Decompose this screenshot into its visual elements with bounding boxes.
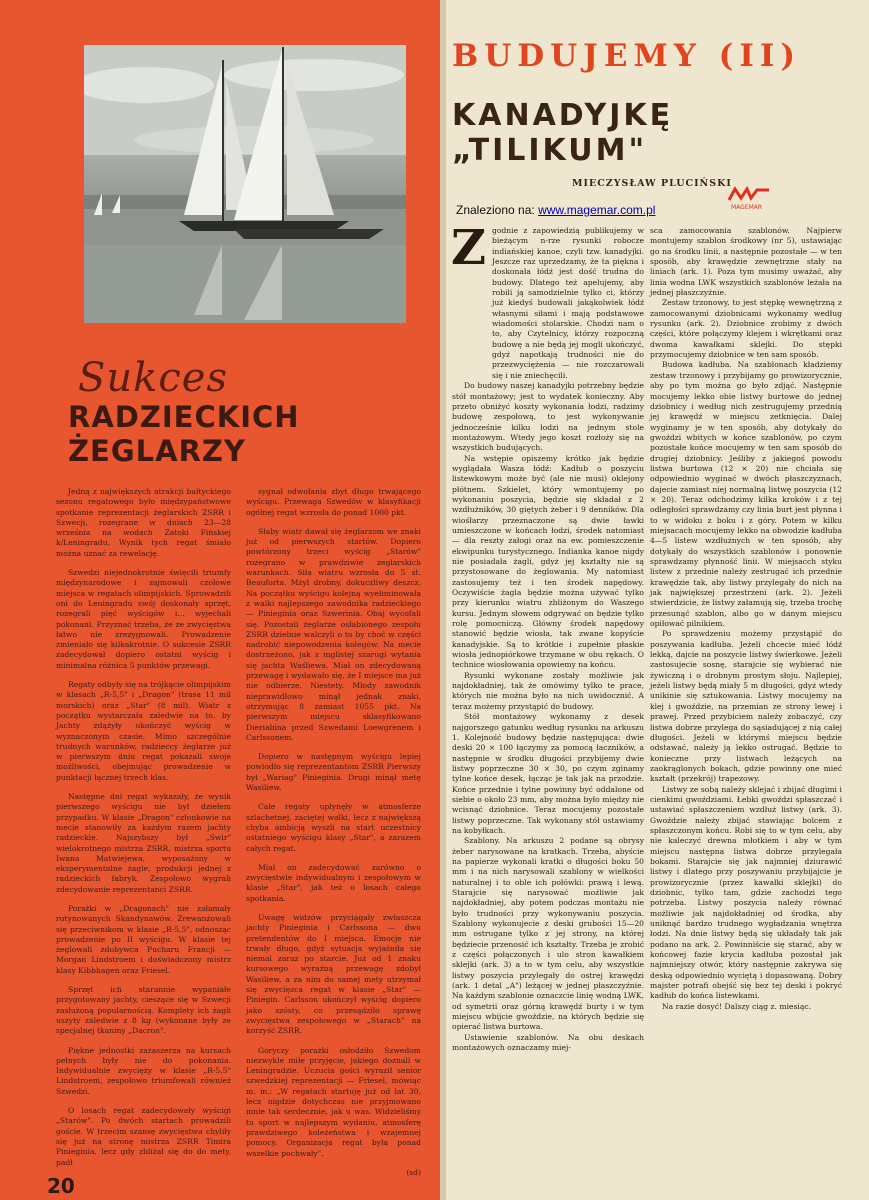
- left-text-column-2: [246, 487, 421, 1187]
- magemar-logo-icon: [727, 186, 771, 210]
- author-byline: MIECZYSŁAW PLUCIŃSKI: [572, 178, 732, 189]
- paragraph: Na wstępie opiszemy krótko jak będzie wyglądała Wasza łódź: Kadłub o poszyciu listewkowym może być (ale nie musi) oklejony płótnem. Szkielet, który wmontujemy po wykonaniu poszycia, będzie się składał z 2 wzdłużników, 30 giętych żeber i 9 denników. Dla wiośłarzy przeznaczone są dwie ławki umieszczone w końcach łodzi, środek natomiast — dla reszty załogi oraz na ew. pomieszczenie ekwipunku turystycznego. Indianka kanoe nigdy nie posiadała żagli, gdyż jej kształty nie są przystosowane do żeglowania. My natomiast zastosujemy też i ten środek napędowy. Oczywiście żagla będzie można używać tylko przy kierunku wiatru zbliżonym do Waszego kursu. Jednym słowem odgrywać on będzie tylko rolę pomocniczą. Główny środek napędowy stanowić będzie wiosła, tak zwane kopyście kanadyjskie. Są to krótkie i zupełnie płaskie wiosła jednopiórkowe trzymane w obu rękach. O technice wiosłowania opowiemy na końcu.: [452, 453, 644, 670]
- signature: (sd): [406, 1167, 421, 1177]
- source-label: Znaleziono na:: [456, 203, 535, 217]
- drop-cap: Z: [451, 220, 487, 276]
- left-text-column-1: [56, 487, 231, 1177]
- paragraph: Do budowy naszej kanadyjki potrzebny będzie stół montażowy; jest to wydatek konieczny. Aby przeto obniżyć koszty wykonania łodzi, radzimy budowę zespołową, to jest wykonywanie jednocześnie kilku łodzi na jednym stole montażowym. Wtedy jego koszt rozłoży się na wszystkich budujących.: [452, 381, 644, 453]
- right-text-column-2: [650, 226, 842, 1012]
- paragraph: Słaby wiatr dawał się żeglarzom we znaki już od pierwszych startów. Dopiero powtórzony trzeci wyścig „Starów" rozegrano w prawdziwie żeglarskich warunkach. Siła wiatru wzrosła do 5 st. Beauforta. Mżył drobny, dokuczliwy deszcz. Na początku wyścigu kolejną wyeliminowała z walki najlepszego zawodnika radzieckiego — Pinieginia oraz Szwerinia. Obaj wycofali się. Pozostali żeglarze osłabionego zespołu ZSRR dzielnie walczyli o to by choć w części nadrobić niepowodzenia kolegów. Na mecie dostrzeżono, jak z mglistej szarugi wytania się jachta Waśliewa. Miał on zdecydowaną przewagę i wydawało się, że I miejsce ma już nie odbierze. Niestety. Młody zawodnik nieprawidłowo minął jednak znaki, otrzymując 8 zamiast 1055 pkt. Na pierwszym miejscu sklasyfikowano Dieriabina przed Szwedami Loewgrenem i Carlssonem.: [246, 526, 421, 742]
- paragraph: Piękne jednostki zażaszerza na kursach pełnych były nie do pokonania. Indywidualnie zwycięży w klasie „R-5,5" Lindstroem, zespołowo triumfowali również Szwedzi.: [56, 1045, 231, 1096]
- paragraph: Ustawienie szablonów. Na obu deskach montażowych oznaczamy miej-: [452, 1032, 644, 1053]
- article-title: RADZIECKICH ŻEGLARZY: [68, 400, 300, 468]
- paragraph: sca zamocowania szablonów. Najpierw montujemy szablon środkowy (nr 5), ustawiając go na środku linii, a następnie pozostałe — w ten sposób, aby krawędzie zewnętrzne stały na liniach (ark. 1). Poza tym musimy uważać, aby linia wodna LWK wszystkich szablonów leżała na jednej płaszczyźnie.: [650, 226, 842, 298]
- paragraph: Szablony. Na arkuszu 2 podane są obrysy żeber narysowane na kratkach. Trzeba, abyście na papierze wykonali kratki o długości boku 50 mm i na nich narysowali szablony w wielkości naturalnej i to oble ich połówki: prawą i lewą. Starajcie się narysować możliwie jak najdokładniej, aby potem podczas montażu nie było trudności przy wykonywaniu poszycia. Szablony wykonujecie z deski grubości 15—20 mm ostrugane tylko z jej strony, na której będziecie przenosić ich kształty. Trzeba je zrobić z części połączonych i ulo stron kawałkiem sklejki (ark. 3) a to w tym celu, aby wszystkie listwy poszycia przylegały do ostrej krawędzi (ark. 1 detal „A") leżącej w jednej płaszczyźnie. Na każdym szablonie oznaczcie linię wodną LWK, od symetrii oraz górną krawędź burty i w tym miejscu wbijcie gwoździe, na których będzie się opierać listwa burtowa.: [452, 836, 644, 1032]
- paragraph: Jedną z największych atrakcji bałtyckiego sezonu regatowego było międzypaństwowe spotkanie reprezentacji żeglarskich ZSRR i Szwecji, rozegrane w dniach 23—28 września na wodach Zatoki Fińskiej k/Leningradu. Wynik tych regat śmiało można uznać za rewelację.: [56, 487, 231, 558]
- series-heading: BUDUJEMY (II): [452, 38, 802, 74]
- svg-text:MAGEMAR: MAGEMAR: [731, 204, 763, 210]
- paragraph: Rysunki wykonane zostały możliwie jak najdokładniej, tak że omówimy tylko te prace, których nie można było na nich uwidocznić. A teraz możemy przystąpić do budowy.: [452, 670, 644, 711]
- article-heading: KANADYJKĘ „TILIKUM": [452, 98, 674, 168]
- paragraph: Stół montażowy wykonamy z desek najgorszego gatunku według rysunku na arkuszu 1. Kolejność budowy będzie następująca: dwie deski 20 × 100 łączymy za pomocą łaczników, a następnie w środku długości przybijemy dwie listwy poprzeczne 30 × 30, po czym zginamy tylne końce desek, łącząc je tak jak na przodzie. Końce przednie i tylne powinny być oddalone od siebie o około 23 mm, aby można było między nie wcisnąć dziobnice. Teraz mocujemy pozostałe listwy poprzeczne. Tak wykonany stół ustawiamy na kobyłkach.: [452, 712, 644, 835]
- magemar-logo: [727, 186, 771, 210]
- paragraph: sygnał odwołania zbyt długo trwającego wyścigu. Przewaga Szwedów w klasyfikacji ogólnej regat wzrosła do ponad 1000 pkt.: [246, 487, 421, 517]
- page-gutter: [440, 0, 446, 1200]
- paragraph: Następne dni regat wykazały, że wynik pierwszego wyścigu nie był dziełem przypadku. W klasie „Dragon" członkowie na mecie stanowiły za każdym razem jachty radzieckie. Najszybszy był „Swir" wielokrotnego mistrza ZSRR, mistrza sportu Iwana Matwiejewa, wyposażony w eksperymentalne żagle, produkcji jednej z radzieckich fabryk. Zespołowo wygrali zdecydowanie reprezentanci ZSRR.: [56, 792, 231, 894]
- source-line: [456, 203, 655, 217]
- paragraph: Dopiero w następnym wyścigu lepiej powiodło się reprezentantom ZSRR Pierwszy był „Wariag" Pinieginia. Drugi minął metę Wasiliew.: [246, 752, 421, 793]
- paragraph: Na razie dosyć! Dalszy ciąg z. miesiąc.: [662, 1001, 812, 1011]
- paragraph: Po sprawdzeniu możemy przystąpić do poszywania kadłuba. Jeżeli chcecie mieć łódź lekką, dajcie na poszycie listwy świerkowe. Jeżeli zastosujecie sosnę, starajcie się wybierać nie żywiczną i o drobnym prostym słoju. Najlepiej, jeżeli listwy będą miały 5 m długości, gdyż wtedy unikinie się sztukowania. Listwy mocujemy na klej i gwoździe, na przemian ze strony lewej i prawej. Przed przybiciem należy zobaczyć, czy listwa dobrze przylega do sąsiadującej z nią całej długości. Jeżeli w którymś miejscu będzie odstawać, należy ją lekko ostrugać. Będzie to konieczne przy listwach leżących na zaokrąglonych bokach, gdzie powinny one mieć kształt (przekrój) trapezowy.: [650, 629, 842, 784]
- source-link[interactable]: www.magemar.com.pl: [538, 203, 656, 217]
- paragraph: Budowa kadłuba. Na szablonach kładziemy zestaw trzonowy i przybijamy go prowizorycznie, aby po tym można go było zdjąć. Następnie mocujemy lekko obie listwy burtowe do jednej dziobnicy i według nich zestrugujemy przednią jej krawędź w miejscu zetknięcia. Dalej wyginamy je w ten sposób, aby dotykały do gwoździ wbitych w końce szablonów, po czym pozostałe końce mocujemy w ten sam sposób do drugiej dziobnicy. Jeśliby z jakiegoś powodu listwa burtowa (12 × 20) nie chciała się odpowiednio wyginać w dwóch płaszczyznach, dajecie zamiast niej normalną listwę poszycia (12 × 20). Teraz odchodzimy kilka kroków i z tej odległości sprawdzamy czy linia burt jest płynna i to w widoku z boku i z góry. Potem w kilku miejsacach mocujemy lekko na obwodzie kadłuba 4—5 listew wzdłużnych w ten sposób, aby dotykały do wszystkich szablonów i ponownie sprawdzamy płynność linii. W miejsacch styku listew z przednie należy zestrugać ich przednie krawędzie tak, aby listwy przylegały do nich na jak największej przestrzeni (ark. 2). Jeżeli stwierdzicie, że listwy załamują się, trzeba trochę przesunąć szablon, albo go w danym miejscu opiłować pilnikiem.: [650, 360, 842, 629]
- paragraph: Miał on zadecydować zarówno o zwycięstwie indywidualnym i zespołowym w klasie „Star", jak też o losach całego spotkania.: [246, 862, 421, 903]
- article-title-script: Sukces: [78, 355, 229, 401]
- paragraph: Porażki w „Dragonach" nie załamały rutynowanych Skandynawów. Zrewanżowali się przeciwnikom w klasie „R-5,5", odnosząc prowadzenie po II wyścigu. W klasie tej żeglowali zdobywca Pucharu Francji — Morgan Lindstroem i doświadczony mistrz klasy Kibbhagen oraz Friesel.: [56, 903, 231, 975]
- paragraph: Szwedzi niejednokrotnie święcili triumfy międzynarodowe i zajmowali czołowe miejsca w regatach olimpijskich. Sprowadzili oni do Leningradu swój doskonały sprzęt, rozegrali pięć wyścigów i... wyjechali pokonani. Przyznać trzeba, że ze zwycięstwa łatwo nie zrezygnowali. Prowadzenie zmieniało się kilkakrotnie. O sukcesie ZSRR zadecydował dopiero ostatni wyścig i minimalna różnica 5 punktów przewagi.: [56, 568, 231, 670]
- page-number: 20: [47, 1174, 75, 1198]
- paragraph: Listwy ze sobą należy sklejać i zbijać długimi i cienkimi gwoździami. Łebki gwoździ spłaszczać i ustawiać spłaszczeniem wzdłuż listwy (ark. 3). Gwoździe należy zbijać stawiając bolcem z spłaszczonym końcu. Robi się to w tym celu, aby nie kaleczyć drewna młotkiem i aby w tym miejscu następna listwa dobrze przylegała bokami. Starajcie się jak najmniej dziurawić listwy i dlatego przy poszywaniu przybijajcie je prowizorycznie (przez kawałki sklejki) do dziobnic, tylko tam, gdzie zachodzi tego potrzeba. Listwy poszycia należy równać możliwie jak najdokładniej od środka, aby uniknąć bardzo trudnego wygładzania wnętrza łodzi. Na dnie listwy będą się układały tak jak podano na ark. 2. Powinniście się starać, aby w końcowej fazie krycia kadłuba pozostał jak najmniejszy otwór, który następnie zakrywa się deską odpowiednio wyciętą i dopasowaną. Dobry majster potrafi obejść się bez tej deski i pokryć kadłub do końca listewkami.: [650, 784, 842, 1001]
- paragraph: Całe regaty upłynęły w atmosferze szlachetnej, zaciętej walki, lecz z największą chyba ambicją wyszli na start uczestnicy ostatniego wyścigu klasy „Star", a zarazem całych regat.: [246, 802, 421, 853]
- right-text-column-1: [451, 220, 644, 1054]
- sailboats-photo: [84, 45, 406, 323]
- paragraph: Zestaw trzonowy, to jest stępkę wewnętrzną z zamocowanymi dziobnicami wykonamy według rysunku (ark. 2). Dziobnice zrobimy z dwóch części, które połączymy klejem i wkrętkami oraz dwoma kawałkami sklejki. Do stępki przymocujemy dziobnice w ten sam sposób.: [650, 298, 842, 360]
- paragraph: O losach regat zadecydowały wyścigi „Starów". Po dwóch startach prowadzili goście. W trzecim szansę zwycięstwa chyliły się już na stronę mistrza ZSRR Timira Pinieginia, lecz gdy zbliżał się do do mety, padł: [56, 1106, 231, 1167]
- paragraph: Goryczy porażki osłodziło Szwedom niezwykle miłe przyjęcie, jakiego doznali w Leningradzie. Uczucia gości wyraził senior szwedzkiej reprezentacji — Friesel, mówiąc m. in.: „W regatach startuję już od lat 30, lecz nigdzie dotychczas nie przyjmowano mnie tak serdecznie, jak u was. Widzieliśmy tu sport w najlepszym wydaniu, atmosferę prawdziwego koleżeństwa i wzajemnej pomocy. Organizacja regat była ponad wszelkie pochwały".: [246, 1045, 421, 1158]
- paragraph: godnie z zapowiedzią publikujemy w bieżącym n-rze rysunki robocze indiańskiej kanoe, czyli tzw. kanadyjki. Jeszcze raz uprzedzamy, że ta piękna i doskonała łódź jest dość trudna do budowy. Dlatego też apelujemy, aby robili ją samodzielnie tylko ci, którzy już kiedyś budowali jakąkolwiek łódź własnymi siłami i mają podstawowe wiadomości stolarskie. Chodzi nam o to, aby Czytelnicy, którzy rozpoczną budowę a nie będą jej mogli ukończyć, gdyż napotkają trudności nie do przezwyciężenia — nie rozczarowali się i nie zniechęcili.: [492, 226, 644, 380]
- sailboats-illustration: [84, 45, 406, 323]
- paragraph: Sprzęt ich starannie wypaniałe przygotowany jachty, cieszące się w Szwecji zasłużoną popularnością. Komplety ich żagli uszyty zaledwie z 8 kg (wykonane były ze specjalnej tkaniny „Dacron".: [56, 985, 231, 1036]
- paragraph: Regaty odbyły się na trójkącie olimpijskim w klasach „R-5,5" i „Dragon" (trasa 11 mil morskich) oraz „Star" (8 mil). Wiatr z początku wystarczała zaledwie na to, by Jachty zdążyły ukończyć wyścig w wyznaczonym czasie. Mimo szczególnie trudnych warunków, radzieccy żeglarze już w pierwszym dniu regat pokazali swoje możliwości, obejmując prowadzenie w punktacji łącznej trzech klas.: [56, 680, 231, 782]
- paragraph: Uwagę widzów przyciągały zwłaszcza jachty Pinieginia i Carlssona — dwu pretendentów do I miejsca. Emocje nie trwały długo, gdyż sytuacja wyjaśniła się niemal zaraz po starcie. Już od 1 znaku kursowego wyraźną przewagę zdobył Wasiliew, a za nim do samej mety utrzymał się zwycięzca regat w klasie „Star" — Piniegin. Carlsson ukończył wyścig dopiero jako szósty, co przesądziło sprawę zwycięstwa zespołowego w „Starach" na korzyść ZSRR.: [246, 912, 421, 1036]
